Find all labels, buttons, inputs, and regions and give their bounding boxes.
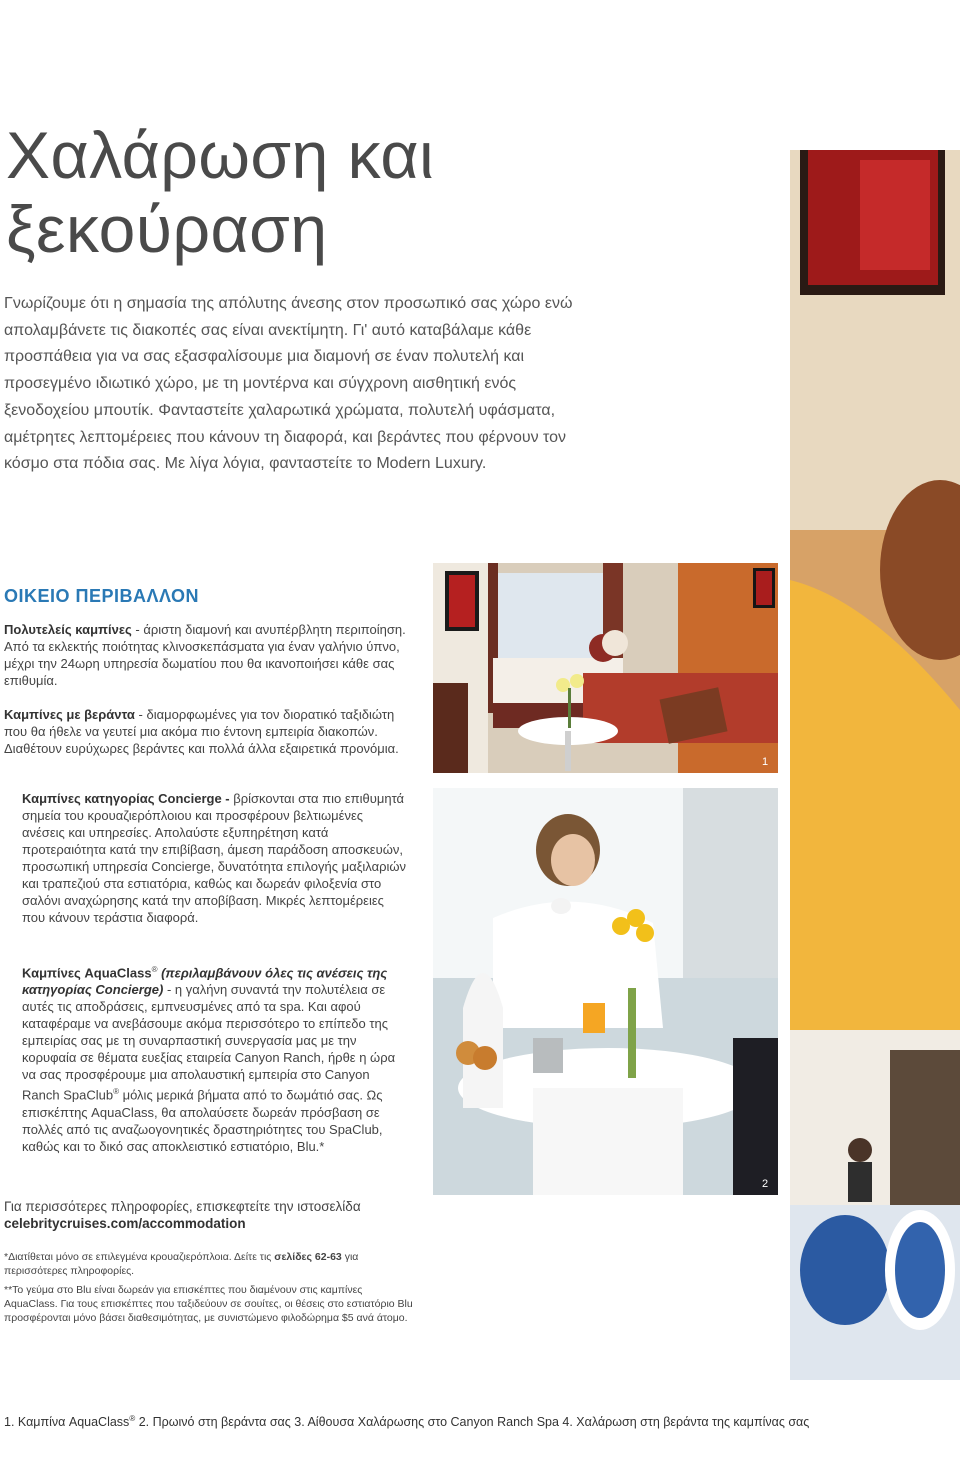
- photo-captions: [4, 1414, 954, 1429]
- aquaclass-cabins-paragraph: [22, 961, 407, 1155]
- footnote-1-text: *Διατίθεται μόνο σε επιλεγμένα κρουαζιερόπλοια. Δείτε τις: [4, 1251, 275, 1263]
- photo-number-2: 2: [762, 1178, 769, 1190]
- website-link[interactable]: celebritycruises.com/accommodation: [4, 1216, 246, 1231]
- aquaclass-text-1: - η γαλήνη συναντά την πολυτέλεια σε αυτές τις αποδράσεις, εμπνευσμένες από τα spa. Και αφού καταφέραμε να ανεβάσουμε ακόμα περισσότερο το επίπεδο της εμπειρίας σας με τη συναρπαστική συνεργασία μας με την κορυφαία σε θέματα ευεξίας εταιρεία Canyon Ranch, ήρθε η ώρα να σας προσφέρουμε μια απολαυστική εμπειρία στο Canyon Ranch SpaClub: [22, 982, 396, 1103]
- footnote-1-text-2: για περισσότερες πληροφορίες.: [4, 1251, 359, 1277]
- aquaclass-italic-note: (περιλαμβάνουν όλες τις ανέσεις της κατηγορίας Concierge): [22, 965, 388, 998]
- luxury-cabins-paragraph: [4, 621, 409, 689]
- cabin-photo: [433, 563, 778, 773]
- registered-mark: ®: [151, 965, 158, 974]
- aquaclass-text-2: μόλις μερικά βήματα από το δωμάτιό σας. Ως επισκέπτης AquaClass, θα απολαύσετε δωρεάν πρόσβαση σε πολλές από τις αναζωογονητικές δραστηριότητες του SpaClub, καθώς και το δικό σας αποκλειστικό εστιατόριο, Blu.*: [22, 1087, 383, 1154]
- caption-1-reg: ®: [129, 1414, 136, 1423]
- concierge-cabins-label: Καμπίνες κατηγορίας Concierge -: [22, 791, 230, 806]
- veranda-cabins-label: Καμπίνες με βεράντα: [4, 707, 135, 722]
- concierge-cabins-paragraph: [22, 790, 407, 926]
- page-title: [6, 118, 566, 266]
- more-info: [4, 1198, 404, 1232]
- veranda-cabins-paragraph: [4, 706, 409, 757]
- captions-rest: 2. Πρωινό στη βεράντα σας 3. Αίθουσα Χαλάρωσης στο Canyon Ranch Spa 4. Χαλάρωση στη βεράντα της καμπίνας σας: [135, 1415, 810, 1430]
- breakfast-photo: [433, 788, 778, 1195]
- title-line-2: ξεκούραση: [6, 192, 328, 266]
- registered-mark-2: ®: [113, 1087, 119, 1097]
- aquaclass-cabins-label: Καμπίνες AquaClass: [22, 965, 152, 981]
- luxury-cabins-text: - άριστη διαμονή και ανυπέρβλητη περιποίηση. Από τα εκλεκτής ποιότητας κλινοσκεπάσματα για έναν γαλήνιο ύπνο, μέχρι την 24ωρη υπηρεσία δωματίου που θα ικανοποιήσει κάθε σας επιθυμία.: [4, 622, 406, 688]
- photo-number-1: 1: [762, 756, 769, 768]
- intro-paragraph: Γνωρίζουμε ότι η σημασία της απόλυτης άνεσης στον προσωπικό σας χώρο ενώ απολαμβάνετε τις διακοπές σας είναι ανεκτίμητη. Γι' αυτό καταβάλαμε κάθε προσπάθεια για να σας εξασφαλίσουμε μια διαμονή σε έναν πολυτελή και προσεγμένο ιδιωτικό χώρο, με τη μοντέρνα και σύγχρονη αισθητική ενός ξενοδοχείου μπουτίκ. Φανταστείτε χαλαρωτικά χρώματα, πολυτελή υφάσματα, αμέτρητες λεπτομέρειες που κάνουν τη διαφορά, και βεράντες που φέρνουν τον κόσμο στα πόδια σας. Με λίγα λόγια, φανταστείτε το Modern Luxury.: [4, 295, 573, 473]
- footnote-2: **Το γεύμα στο Blu είναι δωρεάν για επισκέπτες που διαμένουν στις καμπίνες AquaClass. Για τους επισκέπτες που ταξιδεύουν σε σουίτες, οι θέσεις στο εστιατόριο Blu προσφέρονται μόνο βάσει διαθεσιμότητας, με συνιστώμενο φιλοδώρημα $5 ανά άτομο.: [4, 1284, 413, 1324]
- spa-relaxation-photo: [790, 150, 960, 1380]
- luxury-cabins-label: Πολυτελείς καμπίνες: [4, 622, 132, 637]
- breakfast-illustration: [433, 788, 778, 1195]
- more-info-text: Για περισσότερες πληροφορίες, επισκεφτείτε την ιστοσελίδα: [4, 1199, 361, 1214]
- section-heading: ΟΙΚΕΙΟ ΠΕΡΙΒΑΛΛΟΝ: [4, 586, 200, 606]
- concierge-cabins-text: βρίσκονται στα πιο επιθυμητά σημεία του κρουαζιερόπλοιου και προσφέρουν βελτιωμένες ανέσεις και υπηρεσίες. Απολαύστε εξυπηρέτηση κατά προτεραιότητα κατά την επιβίβαση, άμεση παράδοση αποσκευών, προσωπική υπηρεσία Concierge, δυνατότητα επιλογής μαξιλαριών και τραπεζιού στα εστιατόρια, καθώς και δωρεάν φιλοξενία στο σαλόνι αναχώρησης κατά την αποβίβαση. Μικρές λεπτομέρειες που κάνουν τεράστια διαφορά.: [22, 791, 407, 925]
- footnote-1-pages: σελίδες 62-63: [274, 1251, 342, 1263]
- caption-1: 1. Καμπίνα AquaClass: [4, 1415, 130, 1430]
- footnote-1: [4, 1250, 414, 1278]
- title-line-1: Χαλάρωση και: [6, 118, 435, 192]
- spa-illustration: [790, 150, 960, 1380]
- veranda-cabins-text: - διαμορφωμένες για τον διορατικό ταξιδιώτη που θα ήθελε να γευτεί μια ακόμα πιο έντονη εμπειρία διακοπών. Διαθέτουν ευρύχωρες βεράντες και πολλά άλλα εξαιρετικά προνόμια.: [4, 707, 399, 756]
- cabin-illustration: [433, 563, 778, 773]
